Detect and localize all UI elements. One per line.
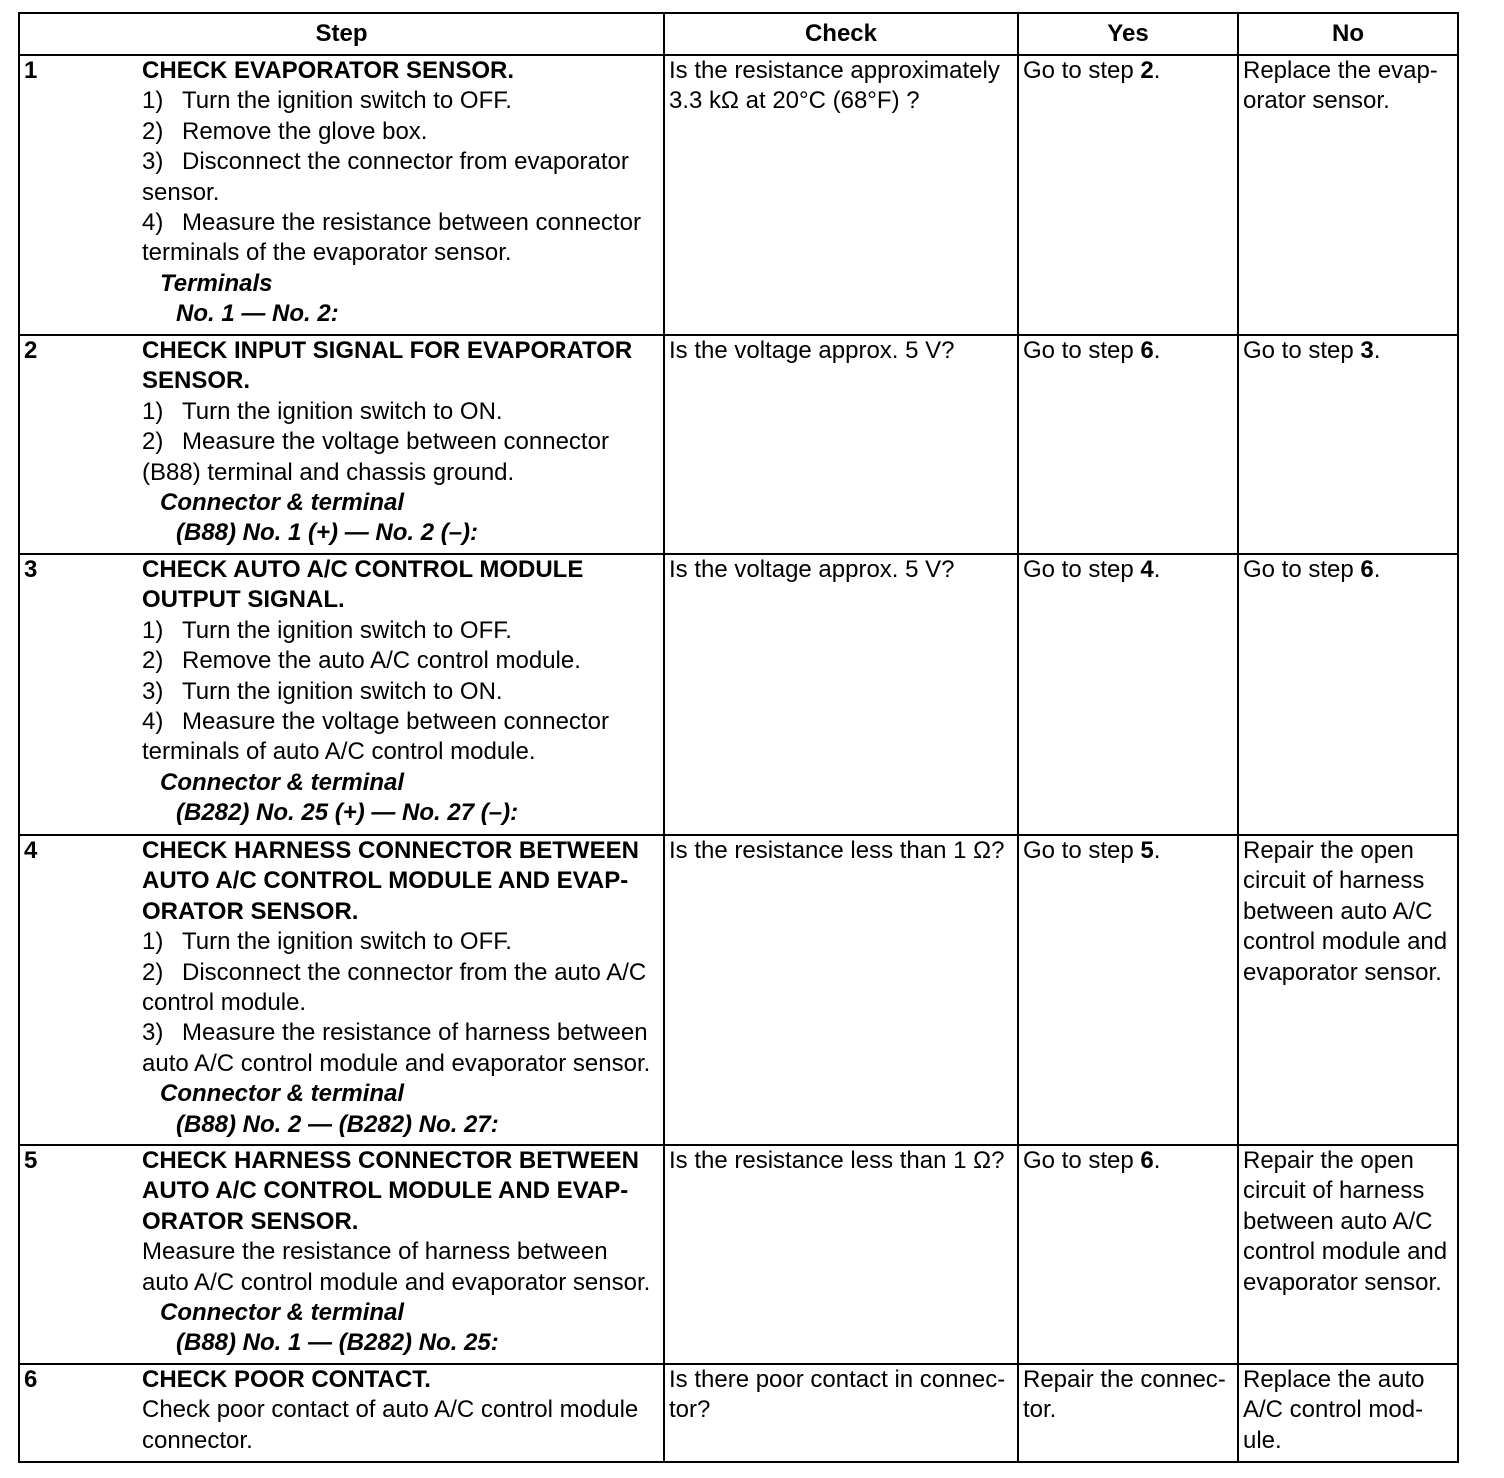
instruction-text: Turn the ignition switch to ON. [182,677,503,705]
check-line: Is the voltage approx. 5 V? [669,556,955,583]
instruction-line [142,208,663,238]
yes-cell [1019,56,1237,334]
check-line: Is there poor contact in connec- [669,1366,1006,1393]
step-title-line: CHECK EVAPORATOR SENSOR. [142,57,515,84]
check-cell [665,1146,1017,1363]
instruction-text: Turn the ignition switch to OFF. [182,928,512,956]
spec-value: No. 1 — No. 2: [176,300,339,328]
instruction-number: 1) [142,87,164,115]
goto-end: . [1373,556,1381,583]
instruction-line [142,616,663,646]
no-line: between auto A/C [1243,1207,1433,1235]
spec-value: (B282) No. 25 (+) — No. 27 (–): [176,799,519,827]
no-goto [1243,336,1457,366]
instruction-line [142,86,663,116]
goto-step-number: 3 [1360,337,1374,364]
no-line: Repair the open [1243,1147,1414,1174]
no-line: circuit of harness [1243,867,1425,895]
instruction-line: (B88) terminal and chassis ground. [142,458,515,486]
instruction-line: terminals of the evaporator sensor. [142,239,512,267]
spec-label: Connector & terminal [160,489,405,517]
instruction-text: Measure the resistance between connector [182,209,641,237]
instruction-text: Disconnect the connector from the auto A/C [182,958,647,986]
instruction-number: 4) [142,708,164,736]
no-cell [1239,836,1457,1144]
check-line: 3.3 kΩ at 20°C (68°F) ? [669,87,920,115]
instruction-line [142,646,663,676]
goto-text: Go to step [1243,556,1354,583]
step-title-line: CHECK POOR CONTACT. [142,1366,431,1393]
goto-text: Go to step [1023,337,1134,364]
spec-label: Connector & terminal [160,768,405,796]
yes-cell [1019,836,1237,1144]
no-line: Replace the evap- [1243,57,1438,84]
instruction-text: Remove the glove box. [182,117,428,145]
step-title-line: CHECK HARNESS CONNECTOR BETWEEN [142,1147,639,1174]
no-cell [1239,336,1457,553]
step-cell [20,1146,663,1363]
yes-cell [1019,555,1237,834]
spec-label: Connector & terminal [160,1080,405,1108]
goto-step-number: 2 [1140,57,1154,84]
goto-step-number: 5 [1140,837,1154,864]
yes-cell [1019,1146,1237,1363]
yes-goto [1023,1146,1237,1176]
step-number: 2 [24,337,38,364]
yes-goto [1023,555,1237,585]
no-cell [1239,1146,1457,1363]
instruction-line: auto A/C control module and evaporator sensor. [142,1268,651,1296]
instruction-line: auto A/C control module and evaporator sensor. [142,1049,651,1077]
instruction-line [142,147,663,177]
yes-cell [1019,336,1237,553]
no-line: between auto A/C [1243,897,1433,925]
instruction-number: 1) [142,616,164,644]
step-number: 1 [24,57,38,84]
check-line: Is the resistance approximately [669,57,1000,84]
instruction-text: Measure the voltage between connector [182,708,609,736]
goto-step-number: 6 [1360,556,1374,583]
no-line: Repair the open [1243,837,1414,864]
yes-goto [1023,836,1237,866]
instruction-text: Disconnect the connector from evaporator [182,148,629,176]
goto-end: . [1373,337,1381,364]
instruction-number: 2) [142,117,164,145]
no-line: control module and [1243,1238,1448,1266]
step-cell [20,555,663,834]
goto-text: Go to step [1023,556,1134,583]
instruction-number: 3) [142,1019,164,1047]
step-title-line: AUTO A/C CONTROL MODULE AND EVAP- [142,1177,629,1205]
check-line: tor? [669,1396,711,1424]
step-content [142,336,663,549]
header-check: Check [665,14,1017,54]
instruction-number: 3) [142,148,164,176]
goto-end: . [1153,556,1161,583]
instruction-text: Turn the ignition switch to OFF. [182,87,512,115]
step-title-line: SENSOR. [142,367,251,395]
step-title-line: CHECK HARNESS CONNECTOR BETWEEN [142,837,639,864]
check-cell [665,56,1017,334]
step-title-line: OUTPUT SIGNAL. [142,586,345,614]
instruction-line [142,707,663,737]
check-cell [665,836,1017,1144]
goto-step-number: 4 [1140,556,1154,583]
goto-step-number: 6 [1140,337,1154,364]
no-line: evaporator sensor. [1243,1268,1442,1296]
step-title-line: ORATOR SENSOR. [142,897,359,925]
goto-step-number: 6 [1140,1147,1154,1174]
diagnostic-table [18,12,1459,1463]
step-title-line: AUTO A/C CONTROL MODULE AND EVAP- [142,867,629,895]
instruction-line: terminals of auto A/C control module. [142,738,536,766]
goto-end: . [1153,837,1161,864]
instruction-line [142,397,663,427]
instruction-line [142,117,663,147]
instruction-text: Remove the auto A/C control module. [182,647,581,675]
instruction-text: Turn the ignition switch to ON. [182,397,503,425]
no-line: ule. [1243,1426,1282,1454]
instruction-line: control module. [142,989,307,1017]
step-content [142,56,663,330]
instruction-text: Measure the voltage between connector [182,428,609,456]
goto-end: . [1153,1147,1161,1174]
goto-end: . [1153,337,1161,364]
step-title-line: CHECK AUTO A/C CONTROL MODULE [142,556,584,583]
spec-label: Terminals [160,269,273,297]
check-line: Is the resistance less than 1 Ω? [669,837,1005,864]
instruction-line: Measure the resistance of harness between [142,1238,608,1266]
no-line: circuit of harness [1243,1177,1425,1205]
goto-end: . [1153,57,1161,84]
step-content [142,1146,663,1359]
goto-text: Go to step [1023,57,1134,84]
no-cell [1239,555,1457,834]
header-yes: Yes [1019,14,1237,54]
check-line: Is the voltage approx. 5 V? [669,337,955,364]
step-number: 6 [24,1366,38,1393]
step-cell [20,1365,663,1461]
spec-label: Connector & terminal [160,1299,405,1327]
instruction-number: 1) [142,397,164,425]
yes-goto [1023,56,1237,86]
instruction-number: 2) [142,428,164,456]
instruction-text: Measure the resistance of harness between [182,1019,648,1047]
no-line: A/C control mod- [1243,1396,1424,1424]
header-step: Step [20,14,663,54]
step-number: 5 [24,1147,38,1174]
step-content [142,836,663,1140]
step-cell [20,56,663,334]
instruction-line: sensor. [142,178,220,206]
goto-text: Go to step [1243,337,1354,364]
no-line: Replace the auto [1243,1366,1425,1393]
yes-cell [1019,1365,1237,1461]
step-cell [20,836,663,1144]
step-title-line: ORATOR SENSOR. [142,1207,359,1235]
yes-goto [1023,336,1237,366]
instruction-number: 1) [142,928,164,956]
spec-value: (B88) No. 1 — (B282) No. 25: [176,1329,499,1357]
instruction-line [142,1018,663,1048]
step-title-line: CHECK INPUT SIGNAL FOR EVAPORATOR [142,337,633,364]
instruction-line [142,677,663,707]
goto-text: Go to step [1023,837,1134,864]
check-line: Is the resistance less than 1 Ω? [669,1147,1005,1174]
step-number: 3 [24,556,38,583]
no-line: control module and [1243,928,1448,956]
no-cell [1239,1365,1457,1461]
instruction-number: 2) [142,647,164,675]
yes-line: tor. [1023,1396,1057,1424]
check-cell [665,336,1017,553]
step-cell [20,336,663,553]
instruction-text: Turn the ignition switch to OFF. [182,616,512,644]
instruction-line [142,427,663,457]
goto-text: Go to step [1023,1147,1134,1174]
step-number: 4 [24,837,38,864]
instruction-number: 3) [142,677,164,705]
no-cell [1239,56,1457,334]
instruction-number: 2) [142,958,164,986]
yes-line: Repair the connec- [1023,1366,1226,1393]
instruction-line [142,958,663,988]
check-cell [665,1365,1017,1461]
step-content [142,1365,663,1456]
no-line: evaporator sensor. [1243,958,1442,986]
instruction-line [142,927,663,957]
no-line: orator sensor. [1243,87,1390,115]
header-no: No [1239,14,1457,54]
check-cell [665,555,1017,834]
instruction-number: 4) [142,209,164,237]
instruction-line: connector. [142,1426,253,1454]
instruction-line: Check poor contact of auto A/C control module [142,1396,639,1424]
no-goto [1243,555,1457,585]
spec-value: (B88) No. 2 — (B282) No. 27: [176,1110,499,1138]
step-content [142,555,663,829]
spec-value: (B88) No. 1 (+) — No. 2 (–): [176,519,479,547]
